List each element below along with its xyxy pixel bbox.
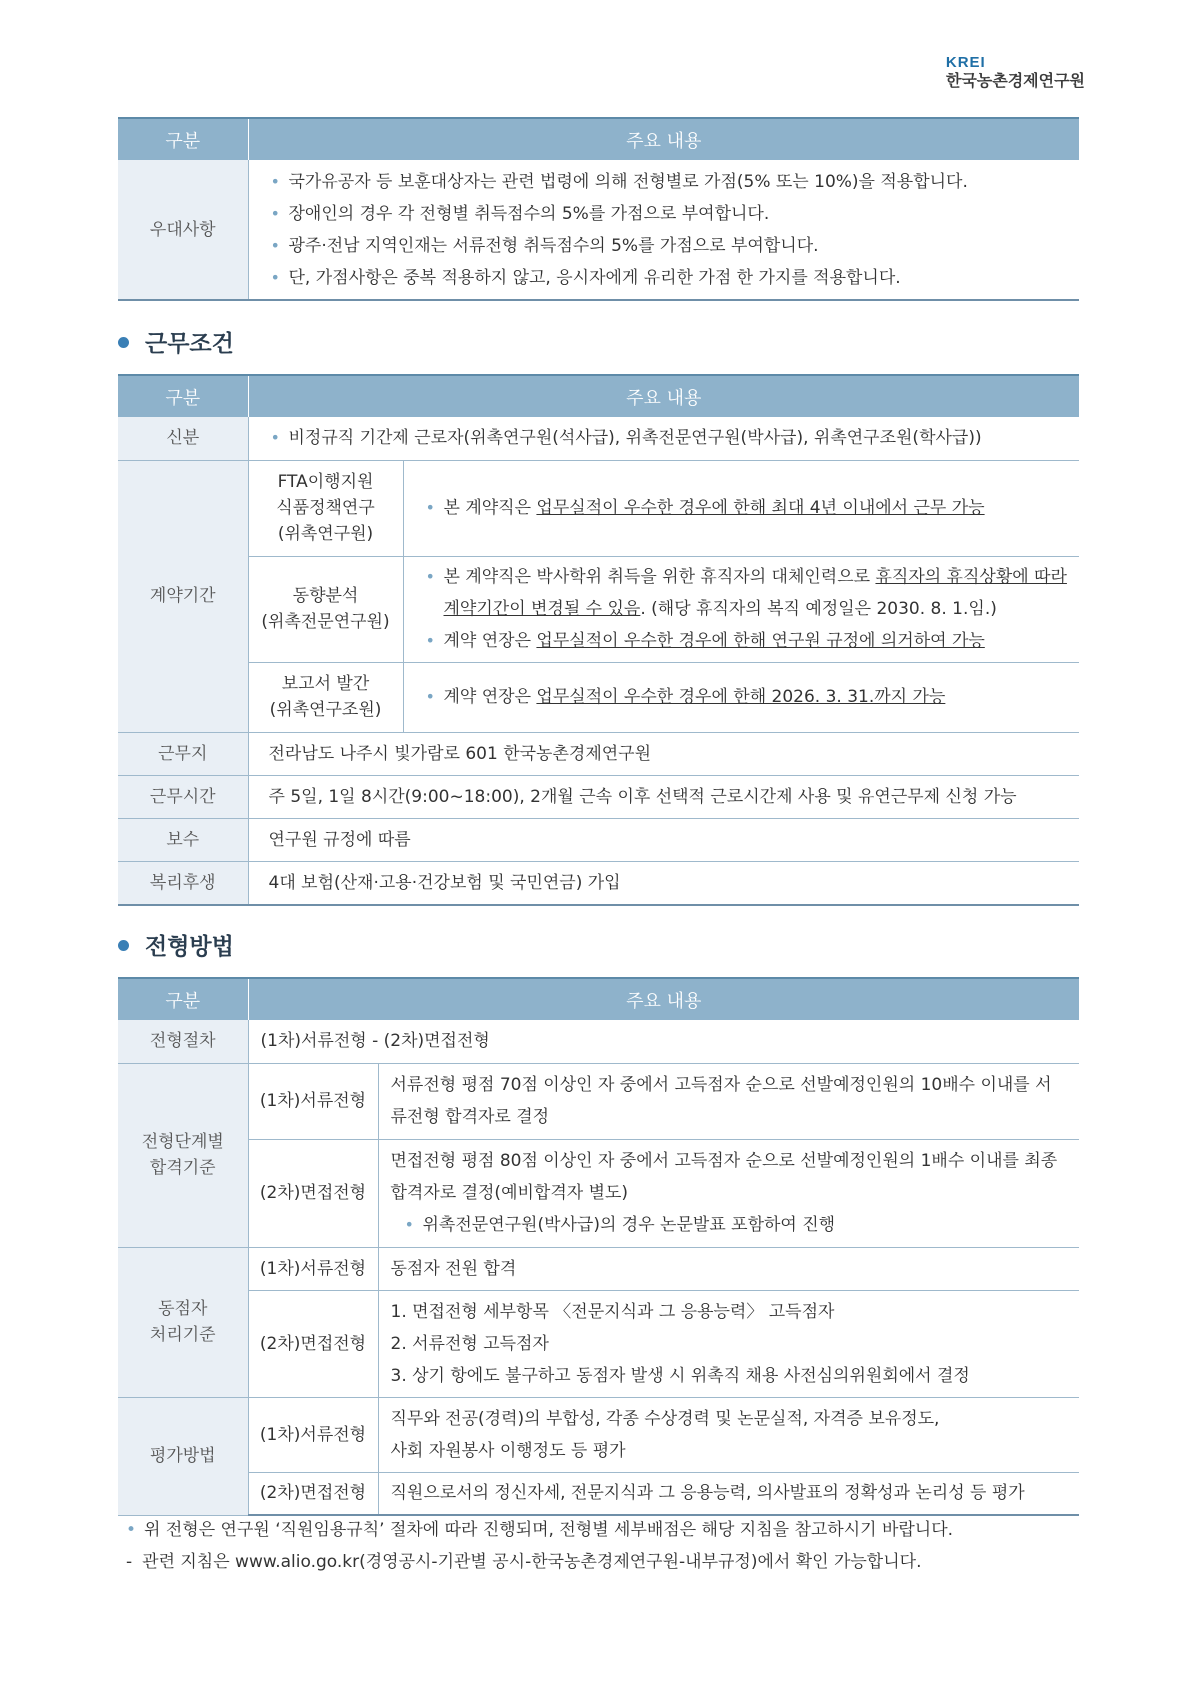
tie-criteria-label: 동점자 처리기준: [118, 1247, 248, 1397]
bullet-dot-icon: [118, 940, 129, 951]
logo-english: KREI: [945, 54, 986, 71]
header-content: 주요 내용: [248, 375, 1079, 417]
hours-label: 근무시간: [118, 775, 248, 818]
pass-stage1-text: 서류전형 평점 70점 이상인 자 중에서 고득점자 순으로 선발예정인원의 10배수 이내를 서류전형 합격자로 결정: [378, 1063, 1079, 1139]
contract-sub3-content: • 계약 연장은 업무실적이 우수한 경우에 한해 2026. 3. 31.까지 가능: [403, 662, 1079, 732]
pass-stage2-content: [378, 1139, 1079, 1247]
contract-sub1-name: FTA이행지원 식품정책연구 (위촉연구원): [248, 460, 403, 556]
logo-korean: 한국농촌경제연구원: [945, 71, 1085, 90]
tie-rule: 2. 서류전형 고득점자: [390, 1333, 549, 1354]
tie-rule: 1. 면접전형 세부항목 〈전문지식과 그 응용능력〉 고득점자: [390, 1301, 835, 1322]
section-heading-work-conditions: 근무조건: [118, 329, 234, 359]
status-content: [248, 417, 1079, 460]
procedure-label: 전형절차: [118, 1020, 248, 1063]
contract-sub2-content: • 본 계약직은 박사학위 취득을 위한 휴직자의 대체인력으로 휴직자의 휴직상황에 따라 계약기간이 변경될 수 있음. (해당 휴직자의 복직 예정일은 2030. 8. 1.임.) • 계약 연장은 업무실적이 우수한 경우에 한해 연구원 규정에 의거하여 가능: [403, 556, 1079, 662]
preference-table: [118, 117, 1079, 301]
pass-stage2-text: 면접전형 평점 80점 이상인 자 중에서 고득점자 순으로 선발예정인원의 1배수 이내를 최종합격자로 결정(예비합격자 별도): [390, 1151, 1058, 1203]
procedure-text: (1차)서류전형 - (2차)면접전형: [248, 1020, 1079, 1063]
status-text: • 비정규직 기간제 근로자(위촉연구원(석사급), 위촉전문연구원(박사급), 위촉연구조원(학사급)): [269, 422, 1068, 454]
pass-stage2-name: (2차)면접전형: [248, 1139, 378, 1247]
eval-stage2-text: 직원으로서의 정신자세, 전문지식과 그 응용능력, 의사발표의 정확성과 논리성 등 평가: [378, 1472, 1079, 1515]
welfare-label: 복리후생: [118, 861, 248, 905]
pass-stage2-bullet: • 위촉전문연구원(박사급)의 경우 논문발표 포함하여 진행: [403, 1209, 1068, 1241]
tie-stage2-content: [378, 1290, 1079, 1397]
status-label: 신분: [118, 417, 248, 460]
contract-sub3-name: 보고서 발간 (위촉연구조원): [248, 662, 403, 732]
preference-item: • 단, 가점사항은 중복 적용하지 않고, 응시자에게 유리한 가점 한 가지를 적용합니다.: [269, 262, 1068, 294]
work-conditions-table: [118, 374, 1079, 906]
header-category: 구분: [118, 118, 248, 160]
header-content: 주요 내용: [248, 978, 1079, 1020]
eval-stage2-name: (2차)면접전형: [248, 1472, 378, 1515]
preference-item: • 국가유공자 등 보훈대상자는 관련 법령에 의해 전형별로 가점(5% 또는 10%)을 적용합니다.: [269, 166, 1068, 198]
eval-stage1-line: 직무와 전공(경력)의 부합성, 각종 수상경력 및 논문실적, 자격증 보유정도,: [390, 1408, 940, 1429]
welfare-text: 4대 보험(산재·고용·건강보험 및 국민연금) 가입: [248, 861, 1079, 905]
footnote-rules: • 위 전형은 연구원 ‘직원임용규칙’ 절차에 따라 진행되며, 전형별 세부배점은 해당 지침을 참고하시기 바랍니다.: [126, 1520, 954, 1540]
krei-logo: [946, 55, 1085, 91]
eval-stage1-name: (1차)서류전형: [248, 1397, 378, 1472]
selection-table: [118, 977, 1079, 1516]
preference-content: [248, 160, 1079, 300]
preference-label: 우대사항: [118, 160, 248, 300]
bullet-dot-icon: [118, 337, 129, 348]
contract-sub2-name: 동향분석 (위촉전문연구원): [248, 556, 403, 662]
eval-stage1-content: [378, 1397, 1079, 1472]
preference-item: • 장애인의 경우 각 전형별 취득점수의 5%를 가점으로 부여합니다.: [269, 198, 1068, 230]
eval-stage1-line: 사회 자원봉사 이행정도 등 평가: [390, 1440, 626, 1461]
tie-stage2-name: (2차)면접전형: [248, 1290, 378, 1397]
location-label: 근무지: [118, 732, 248, 775]
pay-label: 보수: [118, 818, 248, 861]
tie-stage1-text: 동점자 전원 합격: [378, 1247, 1079, 1290]
header-category: 구분: [118, 978, 248, 1020]
footnote-alio: - 관련 지침은 www.alio.go.kr(경영공시-기관별 공시-한국농촌경제연구원-내부규정)에서 확인 가능합니다.: [126, 1552, 922, 1572]
pass-stage1-name: (1차)서류전형: [248, 1063, 378, 1139]
footnotes: [126, 1514, 1086, 1578]
header-content: 주요 내용: [248, 118, 1079, 160]
header-category: 구분: [118, 375, 248, 417]
pass-criteria-label: 전형단계별 합격기준: [118, 1063, 248, 1247]
section-heading-selection: 전형방법: [118, 932, 234, 962]
preference-item: • 광주·전남 지역인재는 서류전형 취득점수의 5%를 가점으로 부여합니다.: [269, 230, 1068, 262]
evaluation-label: 평가방법: [118, 1397, 248, 1515]
hours-text: 주 5일, 1일 8시간(9:00~18:00), 2개월 근속 이후 선택적 근로시간제 사용 및 유연근무제 신청 가능: [248, 775, 1079, 818]
tie-stage1-name: (1차)서류전형: [248, 1247, 378, 1290]
pay-text: 연구원 규정에 따름: [248, 818, 1079, 861]
contract-sub1-content: • 본 계약직은 업무실적이 우수한 경우에 한해 최대 4년 이내에서 근무 가능: [403, 460, 1079, 556]
contract-label: 계약기간: [118, 460, 248, 732]
tie-rule: 3. 상기 항에도 불구하고 동점자 발생 시 위촉직 채용 사전심의위원회에서 결정: [390, 1365, 970, 1386]
location-text: 전라남도 나주시 빛가람로 601 한국농촌경제연구원: [248, 732, 1079, 775]
